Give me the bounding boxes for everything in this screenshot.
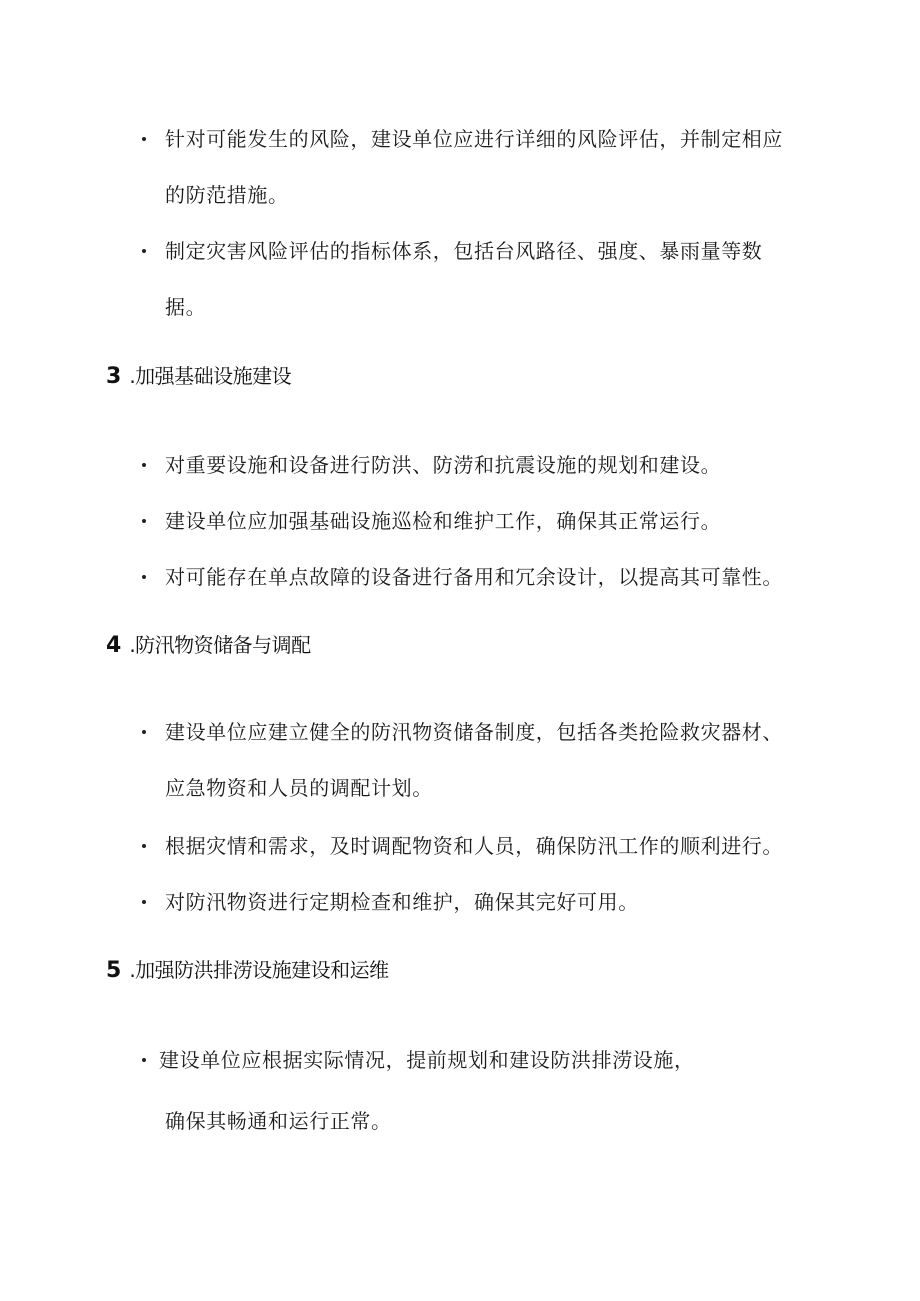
bullet-text: 对防汛物资进行定期检查和维护，确保其完好可用。 bbox=[165, 890, 639, 914]
bullet-text: 根据灾情和需求，及时调配物资和人员，确保防汛工作的顺利进行。 bbox=[165, 834, 783, 858]
bullet-text: 对可能存在单点故障的设备进行备用和冗余设计，以提高其可靠性。 bbox=[165, 565, 783, 589]
bullet-dot-icon bbox=[142, 519, 146, 523]
section-number: 3 bbox=[106, 364, 122, 389]
bullet-text: 对重要设施和设备进行防洪、防涝和抗震设施的规划和建设。 bbox=[165, 453, 722, 477]
bullet-dot-icon bbox=[142, 249, 146, 253]
section-number: 4 bbox=[106, 633, 122, 658]
bullet-dot-icon bbox=[142, 1058, 146, 1062]
bullet-dot-icon bbox=[142, 730, 146, 734]
bullet-text: 制定灾害风险评估的指标体系，包括台风路径、强度、暴雨量等数 bbox=[165, 239, 763, 263]
bullet-dot-icon bbox=[142, 844, 146, 848]
section-heading bbox=[106, 631, 311, 660]
bullet-continuation: 的防范措施。 bbox=[165, 183, 289, 207]
section-title: .防汛物资储备与调配 bbox=[129, 633, 311, 657]
bullet-continuation: 应急物资和人员的调配计划。 bbox=[165, 776, 433, 800]
bullet-continuation: 确保其畅通和运行正常。 bbox=[165, 1109, 392, 1133]
bullet-dot-icon bbox=[142, 575, 146, 579]
bullet-dot-icon bbox=[142, 137, 146, 141]
bullet-dot-icon bbox=[142, 463, 146, 467]
section-heading bbox=[106, 362, 291, 391]
bullet-text: 建设单位应建立健全的防汛物资储备制度，包括各类抢险救灾器材、 bbox=[165, 720, 783, 744]
bullet-continuation: 据。 bbox=[165, 295, 207, 319]
bullet-text: 建设单位应根据实际情况，提前规划和建设防洪排涝设施， bbox=[159, 1048, 695, 1072]
bullet-dot-icon bbox=[142, 900, 146, 904]
section-number: 5 bbox=[106, 958, 122, 983]
section-title: .加强防洪排涝设施建设和运维 bbox=[129, 958, 389, 982]
bullet-text: 针对可能发生的风险，建设单位应进行详细的风险评估，并制定相应 bbox=[165, 127, 783, 151]
bullet-text: 建设单位应加强基础设施巡检和维护工作，确保其正常运行。 bbox=[165, 509, 722, 533]
section-title: .加强基础设施建设 bbox=[129, 364, 292, 388]
section-heading bbox=[106, 956, 389, 985]
